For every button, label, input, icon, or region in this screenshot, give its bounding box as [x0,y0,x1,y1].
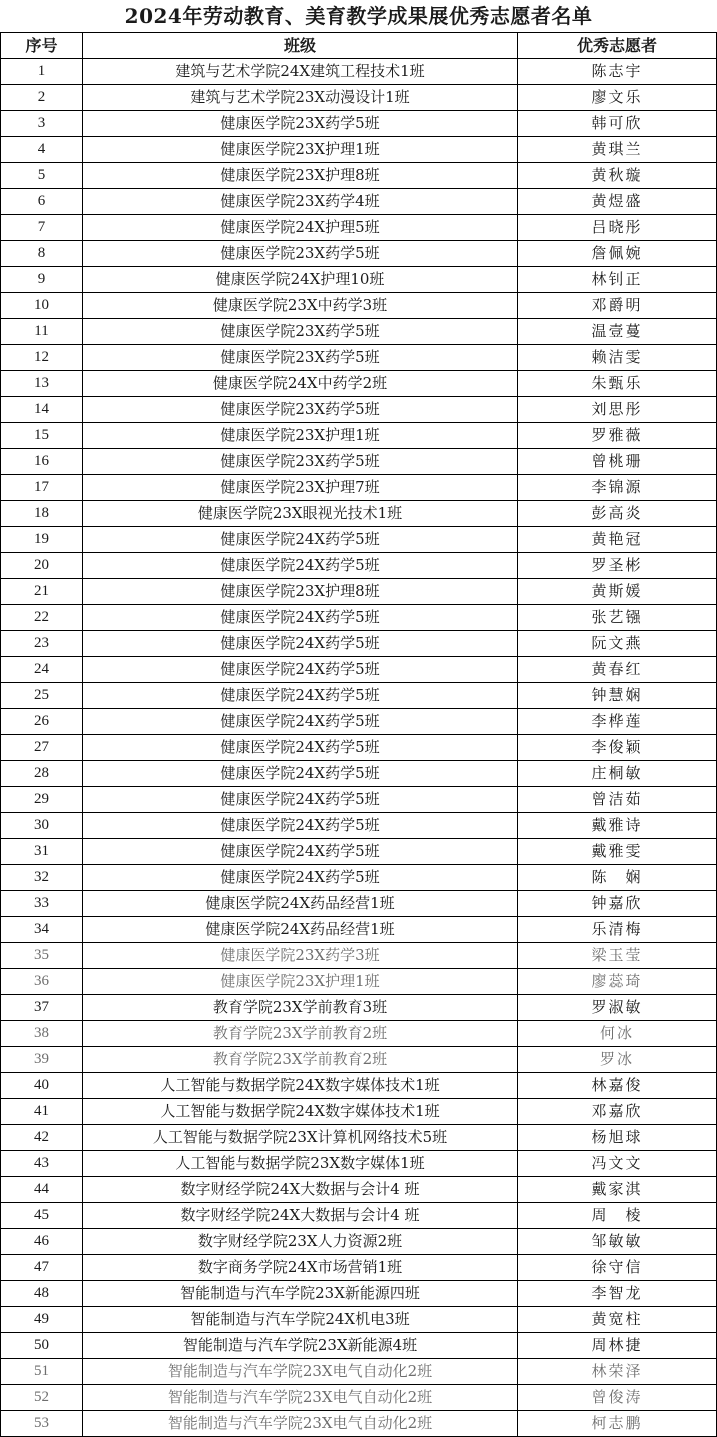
row-volunteer-name: 廖文乐 [518,85,717,111]
row-class: 健康医学院24X护理5班 [83,215,518,241]
row-number: 47 [1,1255,83,1281]
row-number: 18 [1,501,83,527]
row-volunteer-name: 徐守信 [518,1255,717,1281]
row-volunteer-name: 阮文燕 [518,631,717,657]
row-volunteer-name: 戴雅诗 [518,813,717,839]
row-number: 5 [1,163,83,189]
table-row [1,371,717,397]
row-volunteer-name: 邹敏敏 [518,1229,717,1255]
row-class: 健康医学院23X药学5班 [83,241,518,267]
row-class: 健康医学院24X药学5班 [83,865,518,891]
row-volunteer-name: 黄春红 [518,657,717,683]
table-row [1,345,717,371]
row-number: 3 [1,111,83,137]
row-number: 43 [1,1151,83,1177]
row-volunteer-name: 林嘉俊 [518,1073,717,1099]
table-row [1,969,717,995]
row-number: 10 [1,293,83,319]
table-row [1,1047,717,1073]
row-class: 健康医学院24X药品经营1班 [83,917,518,943]
row-class: 健康医学院24X药品经营1班 [83,891,518,917]
row-class: 健康医学院23X药学3班 [83,943,518,969]
row-number: 30 [1,813,83,839]
row-volunteer-name: 朱甄乐 [518,371,717,397]
row-volunteer-name: 杨旭球 [518,1125,717,1151]
table-row [1,1073,717,1099]
row-class: 健康医学院23X护理7班 [83,475,518,501]
row-number: 15 [1,423,83,449]
table-row [1,1177,717,1203]
row-class: 人工智能与数据学院24X数字媒体技术1班 [83,1073,518,1099]
row-number: 48 [1,1281,83,1307]
row-class: 数字财经学院23X人力资源2班 [83,1229,518,1255]
table-row [1,137,717,163]
header-name: 优秀志愿者 [518,33,717,59]
table-row [1,293,717,319]
row-class: 教育学院23X学前教育2班 [83,1047,518,1073]
row-volunteer-name: 彭高炎 [518,501,717,527]
row-class: 建筑与艺术学院23X动漫设计1班 [83,85,518,111]
row-volunteer-name: 邓嘉欣 [518,1099,717,1125]
row-number: 38 [1,1021,83,1047]
table-row [1,189,717,215]
row-number: 35 [1,943,83,969]
row-volunteer-name: 黄琪兰 [518,137,717,163]
row-class: 健康医学院24X药学5班 [83,631,518,657]
table-row [1,1151,717,1177]
row-number: 27 [1,735,83,761]
row-number: 36 [1,969,83,995]
row-number: 50 [1,1333,83,1359]
table-row [1,215,717,241]
table-row [1,761,717,787]
row-number: 31 [1,839,83,865]
header-class: 班级 [83,33,518,59]
table-row [1,475,717,501]
row-number: 45 [1,1203,83,1229]
table-row [1,163,717,189]
row-class: 教育学院23X学前教育2班 [83,1021,518,1047]
row-number: 51 [1,1359,83,1385]
row-volunteer-name: 庄桐敏 [518,761,717,787]
table-row [1,995,717,1021]
table-row [1,1281,717,1307]
row-class: 人工智能与数据学院24X数字媒体技术1班 [83,1099,518,1125]
row-number: 26 [1,709,83,735]
row-number: 25 [1,683,83,709]
row-volunteer-name: 钟慧娴 [518,683,717,709]
row-volunteer-name: 温壹蔓 [518,319,717,345]
row-number: 52 [1,1385,83,1411]
row-number: 32 [1,865,83,891]
table-row [1,111,717,137]
row-class: 智能制造与汽车学院23X电气自动化2班 [83,1385,518,1411]
table-row [1,891,717,917]
row-volunteer-name: 柯志鹏 [518,1411,717,1437]
row-number: 34 [1,917,83,943]
page-title: 2024年劳动教育、美育教学成果展优秀志愿者名单 [124,4,593,28]
row-class: 健康医学院23X中药学3班 [83,293,518,319]
row-number: 23 [1,631,83,657]
row-number: 41 [1,1099,83,1125]
row-volunteer-name: 张艺镪 [518,605,717,631]
row-number: 8 [1,241,83,267]
row-volunteer-name: 周 棱 [518,1203,717,1229]
row-class: 健康医学院24X药学5班 [83,735,518,761]
table-row [1,1229,717,1255]
row-class: 健康医学院23X护理8班 [83,579,518,605]
row-volunteer-name: 冯文文 [518,1151,717,1177]
row-number: 40 [1,1073,83,1099]
table-row [1,527,717,553]
row-number: 16 [1,449,83,475]
row-number: 29 [1,787,83,813]
row-number: 22 [1,605,83,631]
volunteer-table [0,32,717,1437]
row-volunteer-name: 吕晓彤 [518,215,717,241]
row-class: 健康医学院23X护理1班 [83,969,518,995]
table-row [1,1385,717,1411]
table-row [1,735,717,761]
row-volunteer-name: 赖洁雯 [518,345,717,371]
table-row [1,605,717,631]
row-number: 33 [1,891,83,917]
row-class: 健康医学院24X药学5班 [83,787,518,813]
row-volunteer-name: 黄艳冠 [518,527,717,553]
table-row [1,709,717,735]
table-header-row [1,33,717,59]
table-row [1,1411,717,1437]
row-volunteer-name: 刘思彤 [518,397,717,423]
row-class: 智能制造与汽车学院23X电气自动化2班 [83,1411,518,1437]
table-row [1,1125,717,1151]
row-class: 健康医学院24X药学5班 [83,553,518,579]
row-class: 健康医学院23X药学5班 [83,397,518,423]
row-volunteer-name: 黄宽柱 [518,1307,717,1333]
row-class: 健康医学院23X护理1班 [83,423,518,449]
row-class: 数字财经学院24X大数据与会计4 班 [83,1177,518,1203]
row-volunteer-name: 詹佩婉 [518,241,717,267]
table-row [1,1099,717,1125]
row-class: 健康医学院24X中药学2班 [83,371,518,397]
row-class: 健康医学院24X药学5班 [83,709,518,735]
table-row [1,267,717,293]
row-class: 人工智能与数据学院23X计算机网络技术5班 [83,1125,518,1151]
row-number: 19 [1,527,83,553]
row-volunteer-name: 戴雅雯 [518,839,717,865]
row-class: 教育学院23X学前教育3班 [83,995,518,1021]
row-class: 健康医学院23X眼视光技术1班 [83,501,518,527]
table-row [1,319,717,345]
row-volunteer-name: 曾洁茹 [518,787,717,813]
row-number: 4 [1,137,83,163]
row-class: 健康医学院24X护理10班 [83,267,518,293]
row-volunteer-name: 黄煜盛 [518,189,717,215]
row-number: 17 [1,475,83,501]
table-row [1,501,717,527]
row-number: 14 [1,397,83,423]
row-volunteer-name: 周林捷 [518,1333,717,1359]
row-class: 健康医学院23X药学5班 [83,111,518,137]
table-row [1,1307,717,1333]
row-number: 21 [1,579,83,605]
row-class: 健康医学院23X药学4班 [83,189,518,215]
table-row [1,787,717,813]
row-class: 健康医学院23X护理8班 [83,163,518,189]
row-number: 53 [1,1411,83,1437]
row-class: 健康医学院24X药学5班 [83,605,518,631]
table-row [1,917,717,943]
row-class: 健康医学院23X护理1班 [83,137,518,163]
row-volunteer-name: 戴家淇 [518,1177,717,1203]
table-row [1,423,717,449]
row-volunteer-name: 韩可欣 [518,111,717,137]
row-volunteer-name: 李俊颖 [518,735,717,761]
table-row [1,1359,717,1385]
row-class: 智能制造与汽车学院24X机电3班 [83,1307,518,1333]
row-volunteer-name: 乐清梅 [518,917,717,943]
row-volunteer-name: 李桦莲 [518,709,717,735]
table-body [1,59,717,1437]
row-class: 健康医学院24X药学5班 [83,657,518,683]
row-volunteer-name: 李锦源 [518,475,717,501]
table-row [1,657,717,683]
row-volunteer-name: 罗冰 [518,1047,717,1073]
row-class: 健康医学院23X药学5班 [83,449,518,475]
row-class: 健康医学院24X药学5班 [83,839,518,865]
table-row [1,579,717,605]
table-row [1,813,717,839]
table-row [1,85,717,111]
row-class: 健康医学院24X药学5班 [83,527,518,553]
row-volunteer-name: 邓爵明 [518,293,717,319]
table-row [1,1255,717,1281]
row-number: 1 [1,59,83,85]
row-class: 健康医学院24X药学5班 [83,761,518,787]
row-volunteer-name: 钟嘉欣 [518,891,717,917]
row-class: 人工智能与数据学院23X数字媒体1班 [83,1151,518,1177]
table-row [1,241,717,267]
row-volunteer-name: 陈 娴 [518,865,717,891]
row-class: 健康医学院23X药学5班 [83,345,518,371]
row-number: 7 [1,215,83,241]
row-volunteer-name: 林荣泽 [518,1359,717,1385]
row-number: 24 [1,657,83,683]
row-number: 20 [1,553,83,579]
row-class: 智能制造与汽车学院23X电气自动化2班 [83,1359,518,1385]
row-volunteer-name: 梁玉莹 [518,943,717,969]
table-row [1,683,717,709]
row-volunteer-name: 廖蕊琦 [518,969,717,995]
row-number: 2 [1,85,83,111]
row-number: 46 [1,1229,83,1255]
row-volunteer-name: 何冰 [518,1021,717,1047]
table-row [1,865,717,891]
table-row [1,397,717,423]
row-number: 37 [1,995,83,1021]
row-number: 28 [1,761,83,787]
row-number: 49 [1,1307,83,1333]
row-volunteer-name: 曾桃珊 [518,449,717,475]
row-number: 6 [1,189,83,215]
row-class: 数字财经学院24X大数据与会计4 班 [83,1203,518,1229]
row-volunteer-name: 林钊正 [518,267,717,293]
row-volunteer-name: 曾俊涛 [518,1385,717,1411]
table-row [1,59,717,85]
row-volunteer-name: 黄斯媛 [518,579,717,605]
row-number: 11 [1,319,83,345]
row-class: 健康医学院24X药学5班 [83,683,518,709]
row-volunteer-name: 陈志宇 [518,59,717,85]
table-row [1,943,717,969]
row-volunteer-name: 黄秋璇 [518,163,717,189]
header-no: 序号 [1,33,83,59]
row-number: 12 [1,345,83,371]
row-class: 健康医学院24X药学5班 [83,813,518,839]
row-volunteer-name: 李智龙 [518,1281,717,1307]
row-class: 健康医学院23X药学5班 [83,319,518,345]
table-row [1,631,717,657]
table-row [1,449,717,475]
row-class: 建筑与艺术学院24X建筑工程技术1班 [83,59,518,85]
row-class: 智能制造与汽车学院23X新能源四班 [83,1281,518,1307]
table-row [1,1021,717,1047]
table-row [1,1203,717,1229]
row-number: 13 [1,371,83,397]
row-number: 39 [1,1047,83,1073]
row-volunteer-name: 罗圣彬 [518,553,717,579]
row-class: 智能制造与汽车学院23X新能源4班 [83,1333,518,1359]
table-row [1,839,717,865]
row-number: 9 [1,267,83,293]
row-number: 42 [1,1125,83,1151]
row-volunteer-name: 罗淑敏 [518,995,717,1021]
row-class: 数字商务学院24X市场营销1班 [83,1255,518,1281]
row-number: 44 [1,1177,83,1203]
row-volunteer-name: 罗雅薇 [518,423,717,449]
table-row [1,1333,717,1359]
table-row [1,553,717,579]
